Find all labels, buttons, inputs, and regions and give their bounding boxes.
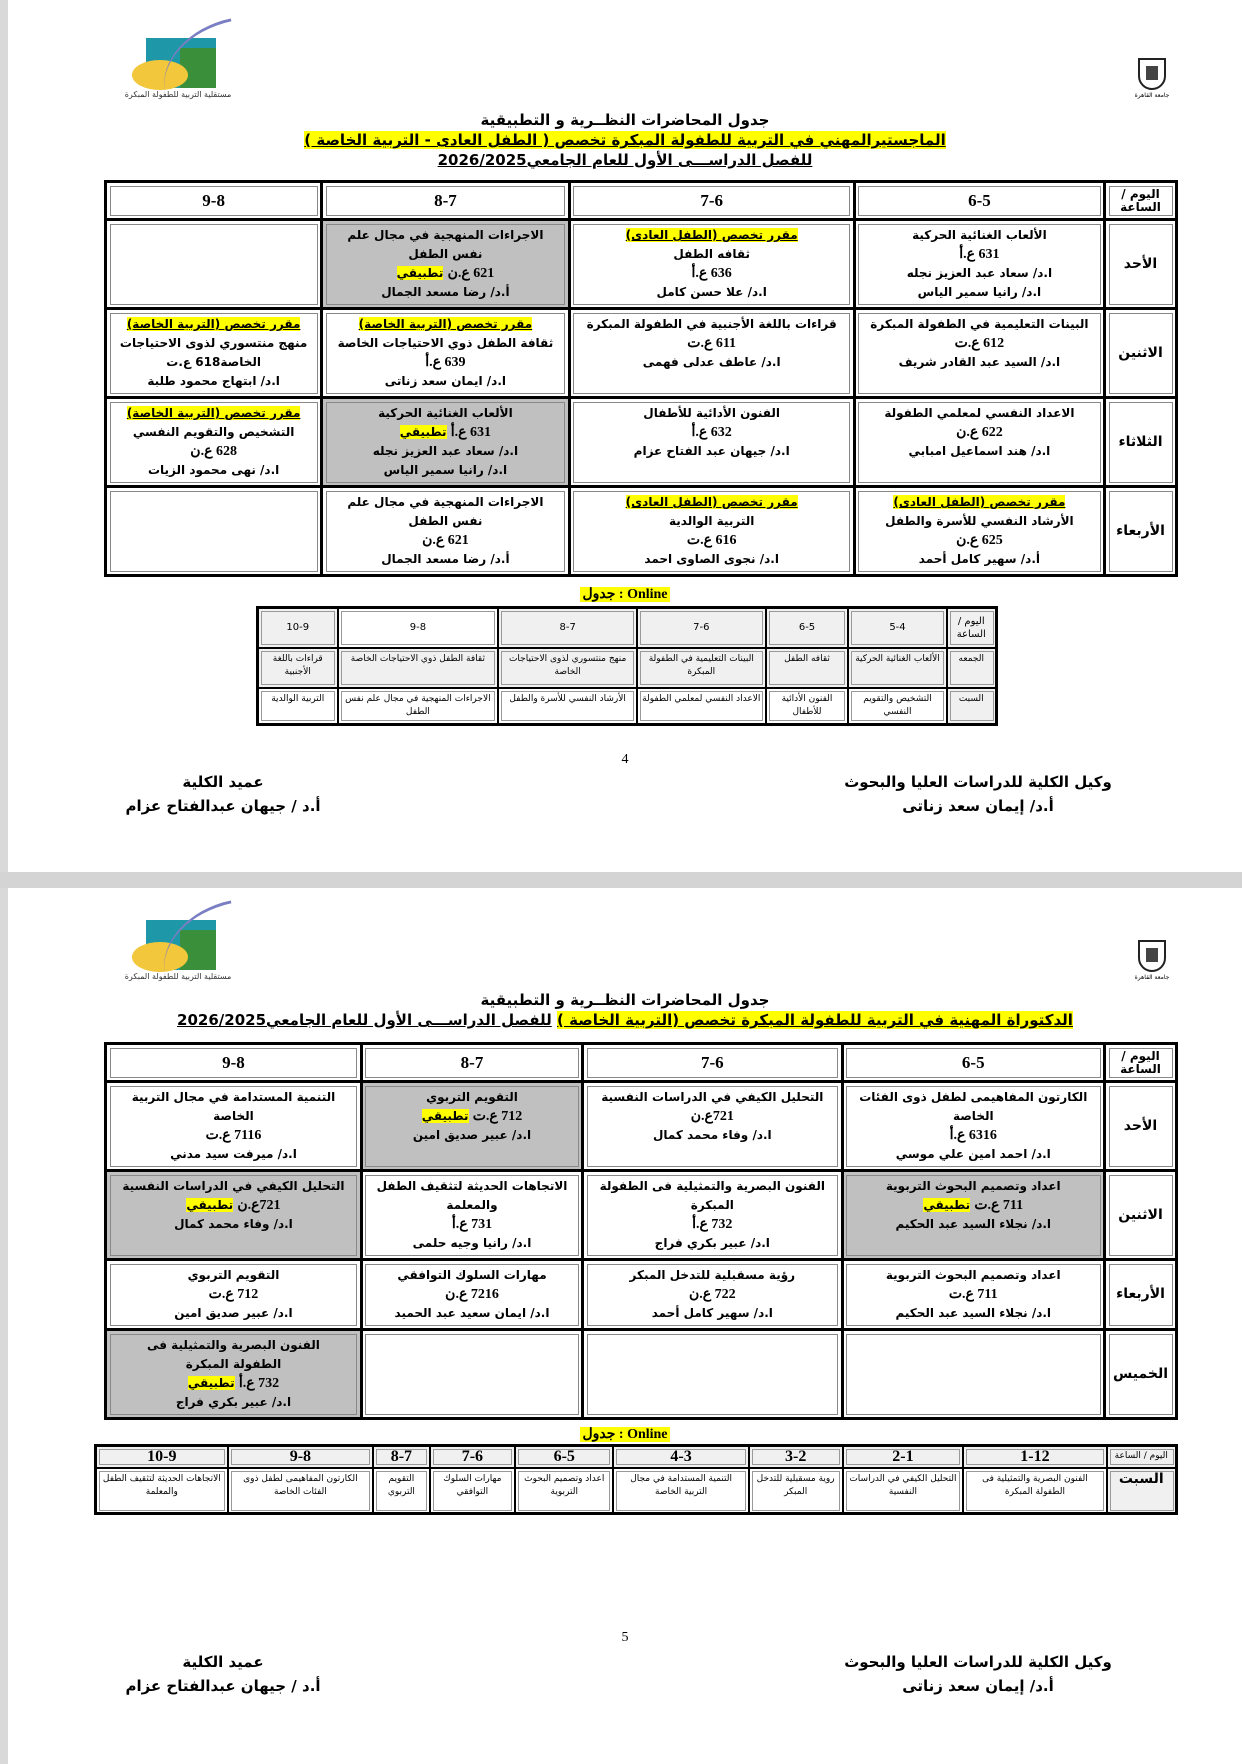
- instructor-name: ا.د/ ابتهاج محمود طلبة: [147, 374, 280, 388]
- schedule-title: جدول المحاضرات النظــرية و التطبيقية: [480, 991, 770, 1009]
- course-code: 636 ع.أ: [691, 266, 732, 281]
- instructor-name: ا.د/ هند اسماعيل امبابي: [908, 444, 1051, 458]
- course-name: ثقافة الطفل ذوي الاحتياجات الخاصة: [337, 336, 554, 350]
- hour-header: 9-8: [106, 1044, 362, 1082]
- lecture-cell: [569, 220, 854, 309]
- faculty-logo-caption: مستقلية التربية للطفولة المبكرة: [124, 90, 232, 99]
- course-name-cont: الخاصة: [952, 1109, 994, 1123]
- vice-dean-signature: [818, 1650, 1138, 1698]
- course-name: الاتجاهات الحديثة لتثقيف الطفل: [376, 1179, 568, 1193]
- instructor-name: ا.د/ السيد عبد القادر شريف: [898, 355, 1061, 369]
- course-code: 621 ع.ن: [422, 533, 469, 548]
- instructor-name: ا.د/ جيهان عبد الفتاح عزام: [633, 444, 790, 458]
- header-row: [106, 182, 1177, 220]
- course-name: التقويم التربوي: [426, 1090, 518, 1104]
- day-cell: الأحد: [1105, 1082, 1177, 1171]
- dean-signature: [108, 770, 338, 818]
- lecture-cell: [106, 1260, 362, 1330]
- online-course-cell: التنمية المستدامة في مجال التربية الخاصة: [613, 1468, 748, 1514]
- instructor-name: ا.د/ احمد امين علي موسي: [895, 1147, 1051, 1161]
- course-code: 632 ع.أ: [691, 425, 732, 440]
- course-name: الاعداد النفسي لمعلمي الطفولة: [884, 406, 1075, 420]
- course-code: 712 ع.ت: [208, 1287, 259, 1302]
- hour-header: 8-7: [361, 1044, 582, 1082]
- online-course-cell: التربية الوالدية: [258, 688, 338, 725]
- day-cell: الاثنين: [1105, 309, 1177, 398]
- hour-header: 7-6: [569, 182, 854, 220]
- lecture-cell: [583, 1082, 842, 1171]
- online-row: [258, 688, 997, 725]
- online-course-cell: اعداد وتصميم البحوث التربوية: [515, 1468, 613, 1514]
- online-course-cell: التشخيص والتقويم النفسي: [848, 688, 946, 725]
- lecture-schedule-table: [104, 1042, 1178, 1420]
- lecture-cell: [842, 1082, 1104, 1171]
- instructor-name: ا.د/ ميرفت سيد مدني: [170, 1147, 297, 1161]
- online-schedule-table: [256, 606, 998, 726]
- dean-signature: [108, 1650, 338, 1698]
- hour-label: الساعة: [1120, 199, 1161, 214]
- course-code: 631 ع.أ: [959, 247, 1000, 262]
- instructor-name: ا.د/ ايمان سعيد عبد الحميد: [394, 1306, 550, 1320]
- page-number: 4: [621, 752, 629, 767]
- hour-header: 7-6: [583, 1044, 842, 1082]
- specialization-badge: مقرر تخصص (التربية الخاصة): [358, 317, 533, 331]
- online-course-cell: مهارات السلوك التوافقي: [430, 1468, 515, 1514]
- lecture-cell: [106, 398, 322, 487]
- course-name: الأرشاد النفسي للأسرة والطفل: [885, 514, 1074, 528]
- hour-header: 7-6: [637, 608, 766, 648]
- day-cell: الثلاثاء: [1105, 398, 1177, 487]
- vice-dean-name: أ.د/ إيمان سعد زناتى: [902, 797, 1054, 815]
- hour-header: 4-3: [613, 1446, 748, 1468]
- course-code: 622 ع.ن: [956, 425, 1003, 440]
- dean-name: أ.د / جيهان عبدالفتاح عزام: [125, 1677, 321, 1695]
- dean-name: أ.د / جيهان عبدالفتاح عزام: [125, 797, 321, 815]
- course-name-cont: المبكرة: [690, 1198, 734, 1212]
- course-code: 6316 ع.أ: [949, 1128, 997, 1143]
- hour-header: 2-1: [843, 1446, 964, 1468]
- day-cell: السبت: [1107, 1468, 1177, 1514]
- course-name: البينات التعليمية في الطفولة المبكرة: [870, 317, 1089, 331]
- schedule-row: [106, 1330, 1177, 1419]
- day-label: اليوم /: [1121, 186, 1160, 201]
- lecture-cell: [361, 1260, 582, 1330]
- instructor-name: ا.د/ نجلاء السيد عبد الحكيم: [895, 1306, 1052, 1320]
- course-name: الكارتون المفاهيمى لطفل ذوى الفئات: [859, 1090, 1088, 1104]
- lecture-cell: [583, 1330, 842, 1419]
- online-course-cell: ثقافة الطفل ذوي الاحتياجات الخاصة: [338, 648, 499, 688]
- online-course-cell: قراءات باللغة الأجنبية: [258, 648, 338, 688]
- course-code: 611 ع.ت: [687, 336, 737, 351]
- instructor-name: ا.د/ عبير بكري فراج: [654, 1236, 770, 1250]
- schedule-title: جدول المحاضرات النظــرية و التطبيقية: [480, 111, 770, 129]
- lecture-cell: [854, 220, 1104, 309]
- instructor-name: أ.د/ سهير كامل أحمد: [918, 552, 1040, 566]
- instructor-name: ا.د/ ايمان سعد زناتى: [384, 374, 507, 388]
- instructor-name: ا.د/ رانيا سمير الياس: [383, 463, 508, 477]
- course-name: مهارات السلوك التوافقي: [397, 1268, 547, 1282]
- online-course-cell: الاجراءات المنهجية في مجال علم نفس الطفل: [338, 688, 499, 725]
- day-cell: الأربعاء: [1105, 1260, 1177, 1330]
- schedule-row: [106, 1082, 1177, 1171]
- day-hour-header: [1105, 182, 1177, 220]
- page-separator: [0, 872, 1242, 888]
- course-code: 621 ع.ن: [447, 266, 495, 281]
- vice-dean-name: أ.د/ إيمان سعد زناتى: [902, 1677, 1054, 1695]
- schedule-row: [106, 309, 1177, 398]
- instructor-name: ا.د/ سهير كامل أحمد: [651, 1306, 773, 1320]
- schedule-page-4: [8, 0, 1242, 872]
- lecture-cell: [583, 1260, 842, 1330]
- hour-header: 8-7: [322, 182, 569, 220]
- day-cell: الأربعاء: [1105, 487, 1177, 576]
- instructor-name: ا.د/ نهى محمود الزيات: [147, 463, 280, 477]
- schedule-row: [106, 1171, 1177, 1260]
- online-course-cell: الكارتون المفاهيمى لطفل ذوى الفئات الخاصة: [228, 1468, 373, 1514]
- page-title-block: [8, 110, 1242, 170]
- course-code: 7216 ع.ن: [445, 1287, 499, 1302]
- practical-badge: تطبيقي: [187, 1376, 235, 1390]
- day-hour-header: [947, 608, 997, 648]
- university-crest-icon: [1130, 56, 1174, 102]
- hour-header: 7-6: [430, 1446, 515, 1468]
- hour-header: 9-8: [106, 182, 322, 220]
- course-name-cont: والمعلمة: [446, 1198, 498, 1212]
- online-row: [96, 1468, 1177, 1514]
- instructor-name: ا.د/ علا حسن كامل: [656, 285, 767, 299]
- day-hour-header: اليوم / الساعة: [1107, 1446, 1177, 1468]
- course-name-cont: الطفولة المبكرة: [185, 1357, 282, 1371]
- university-crest-caption: جامعة القاهرة: [1134, 974, 1170, 981]
- specialization-badge: مقرر تخصص (الطفل العادى): [893, 495, 1066, 509]
- hour-label: الساعة: [1120, 1061, 1161, 1076]
- day-cell: الجمعه: [947, 648, 997, 688]
- online-course-cell: الفنون البصرية والتمثيلية فى الطفولة المبكرة: [963, 1468, 1106, 1514]
- lecture-cell: [106, 1082, 362, 1171]
- lecture-cell: [322, 220, 569, 309]
- schedule-row: [106, 220, 1177, 309]
- lecture-schedule-table: [104, 180, 1178, 577]
- lecture-cell: [854, 487, 1104, 576]
- hour-header: 6-5: [842, 1044, 1104, 1082]
- instructor-name: ا.د/ عاطف عدلى فهمى: [642, 355, 781, 369]
- hour-header: 8-7: [373, 1446, 430, 1468]
- specialization-badge: مقرر تخصص (الطفل العادى): [625, 228, 798, 242]
- online-schedule-table: [94, 1444, 1178, 1515]
- online-course-cell: ثقافه الطفل: [766, 648, 849, 688]
- instructor-name: ا.د/ عبير صديق امين: [174, 1306, 293, 1320]
- faculty-logo-icon: [118, 26, 238, 99]
- online-header-row: [96, 1446, 1177, 1468]
- course-code: 631 ع.أ: [450, 425, 491, 440]
- course-name: الاجراءات المنهجية في مجال علم: [347, 228, 544, 242]
- day-cell: الأحد: [1105, 220, 1177, 309]
- faculty-logo-icon: [118, 908, 238, 981]
- day-hour-header: [1105, 1044, 1177, 1082]
- dean-title: عميد الكلية: [182, 1653, 264, 1671]
- lecture-cell: [569, 309, 854, 398]
- instructor-name: ا.د/ نجلاء السيد عبد الحكيم: [895, 1217, 1052, 1231]
- course-code: 711 ع.ت: [974, 1198, 1024, 1213]
- instructor-name: أ.د/ رضا مسعد الجمال: [381, 552, 510, 566]
- day-cell: السبت: [947, 688, 997, 725]
- vice-dean-title: وكيل الكلية للدراسات العليا والبحوث: [844, 773, 1112, 791]
- course-name: التربية الوالدية: [669, 514, 755, 528]
- hour-header: 5-4: [848, 608, 946, 648]
- lecture-cell: [361, 1082, 582, 1171]
- online-row: [258, 648, 997, 688]
- instructor-name: ا.د/ وفاء محمد كمال: [652, 1128, 772, 1142]
- course-name: التشخيص والتقويم النفسي: [132, 425, 295, 439]
- course-name: الفنون البصرية والتمثيلية فى: [146, 1338, 320, 1352]
- course-code: 712 ع.ت: [472, 1109, 523, 1124]
- schedule-row: [106, 1260, 1177, 1330]
- instructor-name: ا.د/ عبير صديق امين: [412, 1128, 532, 1142]
- instructor-name: ا.د/ سعاد عبد العزيز نجله: [906, 266, 1053, 280]
- course-name-cont: الخاصة: [213, 1109, 254, 1123]
- lecture-cell: [842, 1260, 1104, 1330]
- course-name: قراءات باللغة الأجنبية في الطفولة المبكرة: [586, 317, 837, 331]
- lecture-cell: [322, 309, 569, 398]
- course-name: التحليل الكيفي في الدراسات النفسية: [122, 1179, 345, 1193]
- practical-badge: تطبيقي: [399, 425, 447, 439]
- lecture-cell: [106, 487, 322, 576]
- page-number: 5: [621, 1630, 629, 1645]
- practical-badge: تطبيقي: [396, 266, 444, 280]
- day-label: اليوم /: [1121, 1048, 1160, 1063]
- online-course-cell: منهج منتسوري لذوى الاحتياجات الخاصة: [498, 648, 637, 688]
- course-code: 722 ع.ن: [688, 1287, 736, 1302]
- online-course-cell: روية مسقبلية للتدخل المبكر: [749, 1468, 843, 1514]
- course-name: الفنون البصرية والتمثيلية فى الطفولة: [599, 1179, 825, 1193]
- course-code: 612 ع.ت: [954, 336, 1005, 351]
- practical-badge: تطبيقي: [923, 1198, 971, 1212]
- university-crest-caption: جامعة القاهرة: [1134, 92, 1170, 99]
- specialization-badge: مقرر تخصص (التربية الخاصة): [126, 317, 301, 331]
- online-schedule-label: جدول : Online: [582, 587, 668, 602]
- course-code: 639 ع.أ: [425, 355, 466, 370]
- instructor-name: أ.د/ رضا مسعد الجمال: [381, 285, 510, 299]
- hour-label: الساعة: [956, 628, 986, 640]
- instructor-name: ا.د/ رانيا سمير الياس: [917, 285, 1042, 299]
- course-code: 616 ع.ت: [686, 533, 737, 548]
- semester-title: للفصل الدراســـى الأول للعام الجامعي2026/2025: [177, 1011, 552, 1029]
- course-code: 628 ع.ن: [190, 444, 237, 459]
- course-name: اعداد وتصميم البحوث التربوية: [885, 1268, 1061, 1282]
- online-course-cell: الألعاب الغنائية الحركية: [848, 648, 946, 688]
- practical-badge: تطبيقي: [421, 1109, 469, 1123]
- dean-title: عميد الكلية: [182, 773, 264, 791]
- schedule-row: [106, 487, 1177, 576]
- course-name: منهج منتسوري لذوى الاحتياجات: [119, 336, 308, 350]
- online-course-cell: الاتجاهات الحديثة لتثقيف الطفل والمعلمة: [96, 1468, 228, 1514]
- online-course-cell: الأرشاد النفسي للأسرة والطفل: [498, 688, 637, 725]
- course-name: التقويم التربوي: [187, 1268, 280, 1282]
- hour-header: 6-5: [515, 1446, 613, 1468]
- hour-header: 6-5: [766, 608, 849, 648]
- course-name: الألعاب الغنائية الحركية: [912, 228, 1047, 242]
- lecture-cell: [569, 398, 854, 487]
- instructor-name: ا.د/ سعاد عبد العزيز نجله: [372, 444, 519, 458]
- hour-header: 3-2: [749, 1446, 843, 1468]
- course-code: 731 ع.أ: [451, 1217, 493, 1232]
- online-course-cell: البينات التعليمية في الطفولة المبكرة: [637, 648, 766, 688]
- course-name: التحليل الكيفي في الدراسات النفسية: [601, 1090, 824, 1104]
- instructor-name: ا.د/ رانيا وجيه حلمى: [412, 1236, 532, 1250]
- lecture-cell: [854, 309, 1104, 398]
- vice-dean-title: وكيل الكلية للدراسات العليا والبحوث: [844, 1653, 1112, 1671]
- hour-header: 10-9: [258, 608, 338, 648]
- course-name-cont: الخاصة618 ع.ت: [166, 355, 261, 369]
- online-course-cell: التحليل الكيفي في الدراسات النفسية: [843, 1468, 964, 1514]
- hour-header: 8-7: [498, 608, 637, 648]
- specialization-badge: مقرر تخصص (الطفل العادى): [625, 495, 798, 509]
- program-title: الدكتوراة المهنية في التربية للطفولة المبكرة تخصص (التربية الخاصة ): [557, 1011, 1073, 1029]
- schedule-page-5: [8, 888, 1242, 1764]
- instructor-name: ا.د/ عبير بكري فراج: [175, 1395, 292, 1409]
- lecture-cell: [106, 309, 322, 398]
- course-code: 732 ع.أ: [238, 1376, 280, 1391]
- course-code: 711 ع.ت: [948, 1287, 998, 1302]
- day-label: اليوم /: [957, 615, 985, 627]
- course-code: 721ع.ن: [690, 1109, 734, 1124]
- page-title-block: [8, 990, 1242, 1030]
- online-schedule-label: جدول : Online: [582, 1427, 668, 1442]
- online-course-cell: الفنون الأدائية للأطفال: [766, 688, 849, 725]
- hour-header: 6-5: [854, 182, 1104, 220]
- specialization-badge: مقرر تخصص (التربية الخاصة): [126, 406, 301, 420]
- lecture-cell: [842, 1330, 1104, 1419]
- lecture-cell: [322, 398, 569, 487]
- course-name-cont: نفس الطفل: [408, 514, 483, 528]
- hour-header: 9-8: [228, 1446, 373, 1468]
- instructor-name: ا.د/ نجوى الصاوى احمد: [644, 552, 779, 566]
- lecture-cell: [854, 398, 1104, 487]
- course-name: الفنون الأدائية للأطفال: [643, 406, 781, 420]
- course-name-cont: نفس الطفل: [408, 247, 483, 261]
- online-course-cell: التقويم التربوي: [373, 1468, 430, 1514]
- lecture-cell: [361, 1330, 582, 1419]
- course-name: الاجراءات المنهجية في مجال علم: [347, 495, 544, 509]
- course-code: 7116 ع.ت: [205, 1128, 262, 1143]
- university-crest-icon: [1130, 938, 1174, 984]
- practical-badge: تطبيقي: [186, 1198, 234, 1212]
- day-cell: الخميس: [1105, 1330, 1177, 1419]
- lecture-cell: [842, 1171, 1104, 1260]
- online-course-cell: الاعداد النفسي لمعلمي الطفولة: [637, 688, 766, 725]
- semester-title: للفصل الدراســـى الأول للعام الجامعي2026/2025: [437, 151, 813, 169]
- online-header-row: [258, 608, 997, 648]
- program-title: الماجستيرالمهني في التربية للطفولة المبكرة تخصص ( الطفل العادى - التربية الخاصة ): [304, 131, 946, 149]
- course-name: رؤية مسقبلية للتدخل المبكر: [629, 1268, 796, 1282]
- lecture-cell: [361, 1171, 582, 1260]
- course-name: الألعاب الغنائية الحركية: [378, 406, 513, 420]
- lecture-cell: [569, 487, 854, 576]
- vice-dean-signature: [818, 770, 1138, 818]
- header-row: [106, 1044, 1177, 1082]
- course-code: 721ع.ن: [237, 1198, 281, 1213]
- lecture-cell: [583, 1171, 842, 1260]
- course-code: 625 ع.ن: [956, 533, 1003, 548]
- lecture-cell: [322, 487, 569, 576]
- lecture-cell: [106, 220, 322, 309]
- faculty-logo-caption: مستقلية التربية للطفولة المبكرة: [124, 972, 232, 981]
- course-code: 732 ع.أ: [692, 1217, 733, 1232]
- lecture-cell: [106, 1171, 362, 1260]
- hour-header: 1-12: [963, 1446, 1106, 1468]
- hour-header: 9-8: [338, 608, 499, 648]
- day-cell: الاثنين: [1105, 1171, 1177, 1260]
- hour-header: 10-9: [96, 1446, 228, 1468]
- instructor-name: ا.د/ وفاء محمد كمال: [174, 1217, 293, 1231]
- course-name: التنمية المستدامة في مجال التربية: [131, 1090, 336, 1104]
- lecture-cell: [106, 1330, 362, 1419]
- course-name: ثقافه الطفل: [673, 247, 750, 261]
- schedule-row: [106, 398, 1177, 487]
- course-name: اعداد وتصميم البحوث التربوية: [885, 1179, 1061, 1193]
